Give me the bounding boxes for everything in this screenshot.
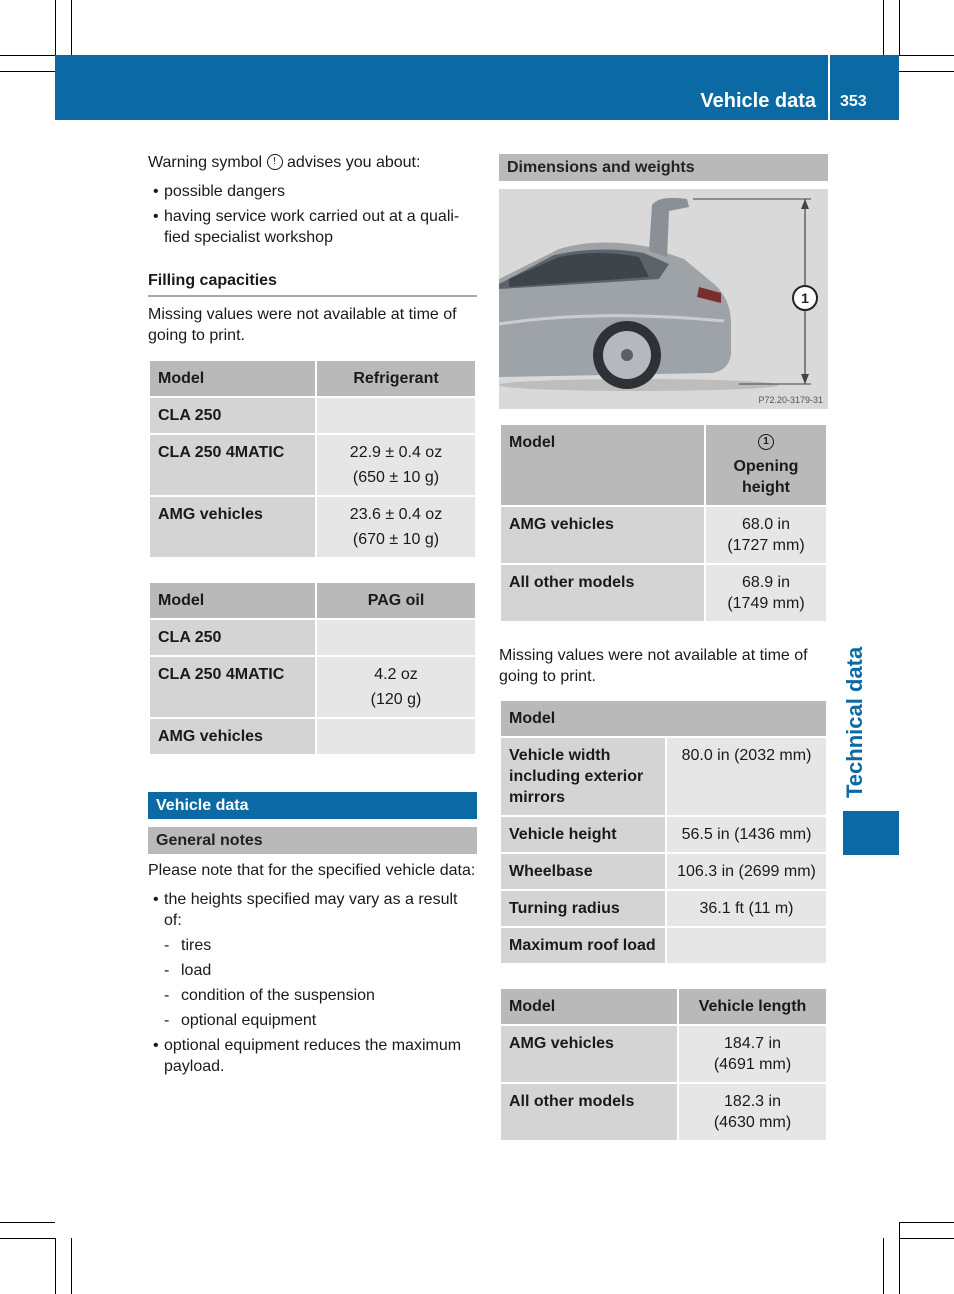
table-row: Maximum roof load bbox=[500, 927, 827, 964]
crop-mark bbox=[899, 1238, 954, 1239]
table-header: Model bbox=[149, 582, 316, 619]
side-tab-block bbox=[843, 811, 899, 855]
left-column bbox=[148, 152, 477, 1077]
table-row: Vehicle height 56.5 in (1436 mm) bbox=[500, 816, 827, 853]
page-number: 353 bbox=[840, 93, 867, 110]
crop-mark bbox=[71, 0, 72, 55]
crop-mark bbox=[71, 1238, 72, 1294]
table-row: AMG vehicles 68.0 in (1727 mm) bbox=[500, 506, 827, 564]
crop-mark bbox=[899, 55, 954, 56]
crop-mark bbox=[0, 1238, 55, 1239]
vehicle-length-table bbox=[499, 987, 828, 1142]
list-subitem: - load bbox=[148, 960, 477, 981]
list-item: • the heights specified may vary as a result of: bbox=[148, 889, 477, 931]
filling-note: Missing values were not available at time of going to print. bbox=[148, 306, 457, 344]
table-row: All other models 68.9 in (1749 mm) bbox=[500, 564, 827, 622]
general-notes-band: General notes bbox=[148, 827, 477, 854]
table-header: 1 Opening height bbox=[705, 424, 827, 506]
list-item: • optional equipment reduces the maximum payload. bbox=[148, 1035, 477, 1077]
crop-mark bbox=[899, 1222, 900, 1294]
crop-mark bbox=[899, 1222, 954, 1223]
crop-mark bbox=[899, 0, 900, 55]
figure-callout-label: 1 bbox=[801, 290, 809, 306]
table-header: Model bbox=[149, 360, 316, 397]
crop-mark bbox=[883, 0, 884, 55]
crop-mark bbox=[883, 1238, 884, 1294]
dimensions-band: Dimensions and weights bbox=[499, 154, 828, 181]
list-subitem: - tires bbox=[148, 935, 477, 956]
table-header: Model bbox=[500, 988, 678, 1025]
table-row: CLA 250 4MATIC 4.2 oz (120 g) bbox=[149, 656, 476, 718]
table-header: PAG oil bbox=[316, 582, 476, 619]
warning-intro: Warning symbol ! advises you about: bbox=[148, 154, 421, 171]
list-item: • having service work carried out at a quali-fied specialist workshop bbox=[148, 206, 477, 248]
dimension-symbol-icon: 1 bbox=[758, 434, 774, 450]
list-subitem: - condition of the suspension bbox=[148, 985, 477, 1006]
car-illustration bbox=[499, 189, 828, 409]
refrigerant-table bbox=[148, 359, 477, 559]
table-row: Turning radius 36.1 ft (11 m) bbox=[500, 890, 827, 927]
table-row: CLA 250 bbox=[149, 619, 476, 656]
filling-capacities-heading: Filling capacities bbox=[148, 270, 477, 297]
crop-mark bbox=[899, 71, 954, 72]
table-row: AMG vehicles 23.6 ± 0.4 oz (670 ± 10 g) bbox=[149, 496, 476, 558]
car-rear-illustration bbox=[499, 189, 828, 409]
general-intro: Please note that for the specified vehicle data: bbox=[148, 862, 476, 879]
header-divider bbox=[828, 55, 830, 120]
crop-mark bbox=[55, 0, 56, 55]
table-row: CLA 250 bbox=[149, 397, 476, 434]
page-title: Vehicle data bbox=[700, 90, 816, 112]
list-subitem: - optional equipment bbox=[148, 1010, 477, 1031]
table-row: AMG vehicles bbox=[149, 718, 476, 755]
missing-values-note: Missing values were not available at time of going to print. bbox=[499, 647, 808, 685]
pag-oil-table bbox=[148, 581, 477, 756]
right-column bbox=[499, 154, 828, 1142]
table-row: CLA 250 4MATIC 22.9 ± 0.4 oz (650 ± 10 g) bbox=[149, 434, 476, 496]
table-header: Vehicle length bbox=[678, 988, 827, 1025]
table-header: Model bbox=[500, 700, 827, 737]
crop-mark bbox=[0, 71, 55, 72]
table-row: All other models 182.3 in (4630 mm) bbox=[500, 1083, 827, 1141]
list-item: • possible dangers bbox=[148, 181, 477, 202]
table-row: Vehicle width including exterior mirrors 80.0 in (2032 mm) bbox=[500, 737, 827, 816]
dimensions-table bbox=[499, 699, 828, 965]
table-row: Wheelbase 106.3 in (2699 mm) bbox=[500, 853, 827, 890]
crop-mark bbox=[55, 1238, 56, 1294]
warning-symbol-icon: ! bbox=[267, 154, 283, 170]
crop-mark bbox=[0, 55, 55, 56]
crop-mark bbox=[0, 1222, 55, 1223]
opening-height-table bbox=[499, 423, 828, 623]
table-row: AMG vehicles 184.7 in (4691 mm) bbox=[500, 1025, 827, 1083]
side-tab-label: Technical data bbox=[842, 646, 867, 799]
page-header bbox=[55, 55, 899, 120]
figure-code: P72.20-3179-31 bbox=[758, 395, 823, 405]
table-header: Refrigerant bbox=[316, 360, 476, 397]
table-header: Model bbox=[500, 424, 705, 506]
vehicle-data-band: Vehicle data bbox=[148, 792, 477, 819]
